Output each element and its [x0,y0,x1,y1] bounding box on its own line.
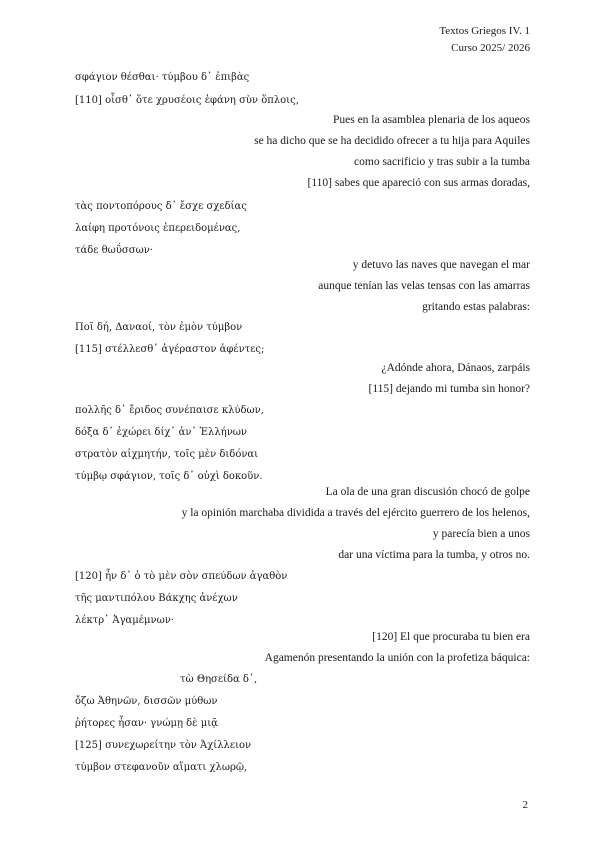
spanish-line: ¿Adónde ahora, Dánaos, zarpáis [381,362,530,374]
spanish-line: y la opinión marchaba dividida a través del ejército guerrero de los helenos, [181,507,530,519]
page-number: 2 [522,799,528,811]
greek-line: ὄζω Ἀθηνῶν, δισσῶν μύθων [75,696,218,707]
spanish-line: se ha dicho que se ha decidido ofrecer a tu hija para Aquiles [254,135,530,147]
page-header [439,23,530,57]
course-year: Curso 2025/ 2026 [451,42,530,54]
greek-line: τῆς μαντιπόλου Βάκχης ἀνέχων [75,593,238,604]
spanish-line: Pues en la asamblea plenaria de los aqueos [332,114,530,126]
spanish-line: [110] sabes que apareció con sus armas doradas, [307,177,530,189]
greek-line: τὰς ποντοπόρους δ᾽ ἔσχε σχεδίας [75,201,247,212]
greek-line: [115] στέλλεσθ᾽ ἀγέραστον ἀφέντες; [75,344,265,355]
greek-line: λαίφη προτόνοις ἐπερειδομένας, [75,223,241,234]
greek-line: τύμβῳ σφάγιον, τοῖς δ᾽ οὐχὶ δοκοῦν. [75,471,263,482]
spanish-line: aunque tenían las velas tensas con las amarras [318,280,530,292]
spanish-line: gritando estas palabras: [422,301,530,313]
greek-line: [110] οἶσθ᾽ ὅτε χρυσέοις ἐφάνη σὺν ὅπλοις, [75,95,299,106]
greek-line: ῥήτορες ἦσαν· γνώμῃ δὲ μιᾷ [75,718,218,729]
spanish-line: Agamenón presentando la unión con la profetiza báquica: [264,652,530,664]
spanish-line: [120] El que procuraba tu bien era [372,631,530,643]
greek-line: [120] ἦν δ᾽ ὁ τὸ μὲν σὸν σπεύδων ἀγαθὸν [75,571,288,582]
greek-line: τάδε θωΰσσων· [75,245,153,256]
spanish-line: dar una víctima para la tumba, y otros no. [338,549,530,561]
greek-line: δόξα δ᾽ ἐχώρει δίχ᾽ ἀν᾽ Ἑλλήνων [75,427,248,438]
greek-line: σφάγιον θέσθαι· τύμβου δ᾽ ἐπιβὰς [75,72,250,83]
spanish-line: [115] dejando mi tumba sin honor? [368,383,530,395]
spanish-line: y parecía bien a unos [432,528,530,540]
greek-line: [125] συνεχωρείτην τὸν Ἀχίλλειον [75,740,252,751]
spanish-line: La ola de una gran discusión chocó de golpe [325,486,530,498]
course-title: Textos Griegos IV. 1 [439,25,530,37]
greek-line: λέκτρ᾽ Ἀγαμέμνων· [75,615,174,626]
spanish-line: y detuvo las naves que navegan el mar [352,259,530,271]
greek-line: πολλῆς δ᾽ ἔριδος συνέπαισε κλύδων, [75,405,264,416]
spanish-line: como sacrificio y tras subir a la tumba [354,156,530,168]
greek-line: στρατὸν αἰχμητήν, τοῖς μὲν διδόναι [75,449,259,460]
greek-line: τύμβον στεφανοῦν αἵματι χλωρῷ, [75,762,248,773]
greek-line: τὼ Θησείδα δ᾽, [180,674,258,685]
greek-line: Ποῖ δή, Δαναοί, τὸν ἐμὸν τύμβον [75,322,243,333]
